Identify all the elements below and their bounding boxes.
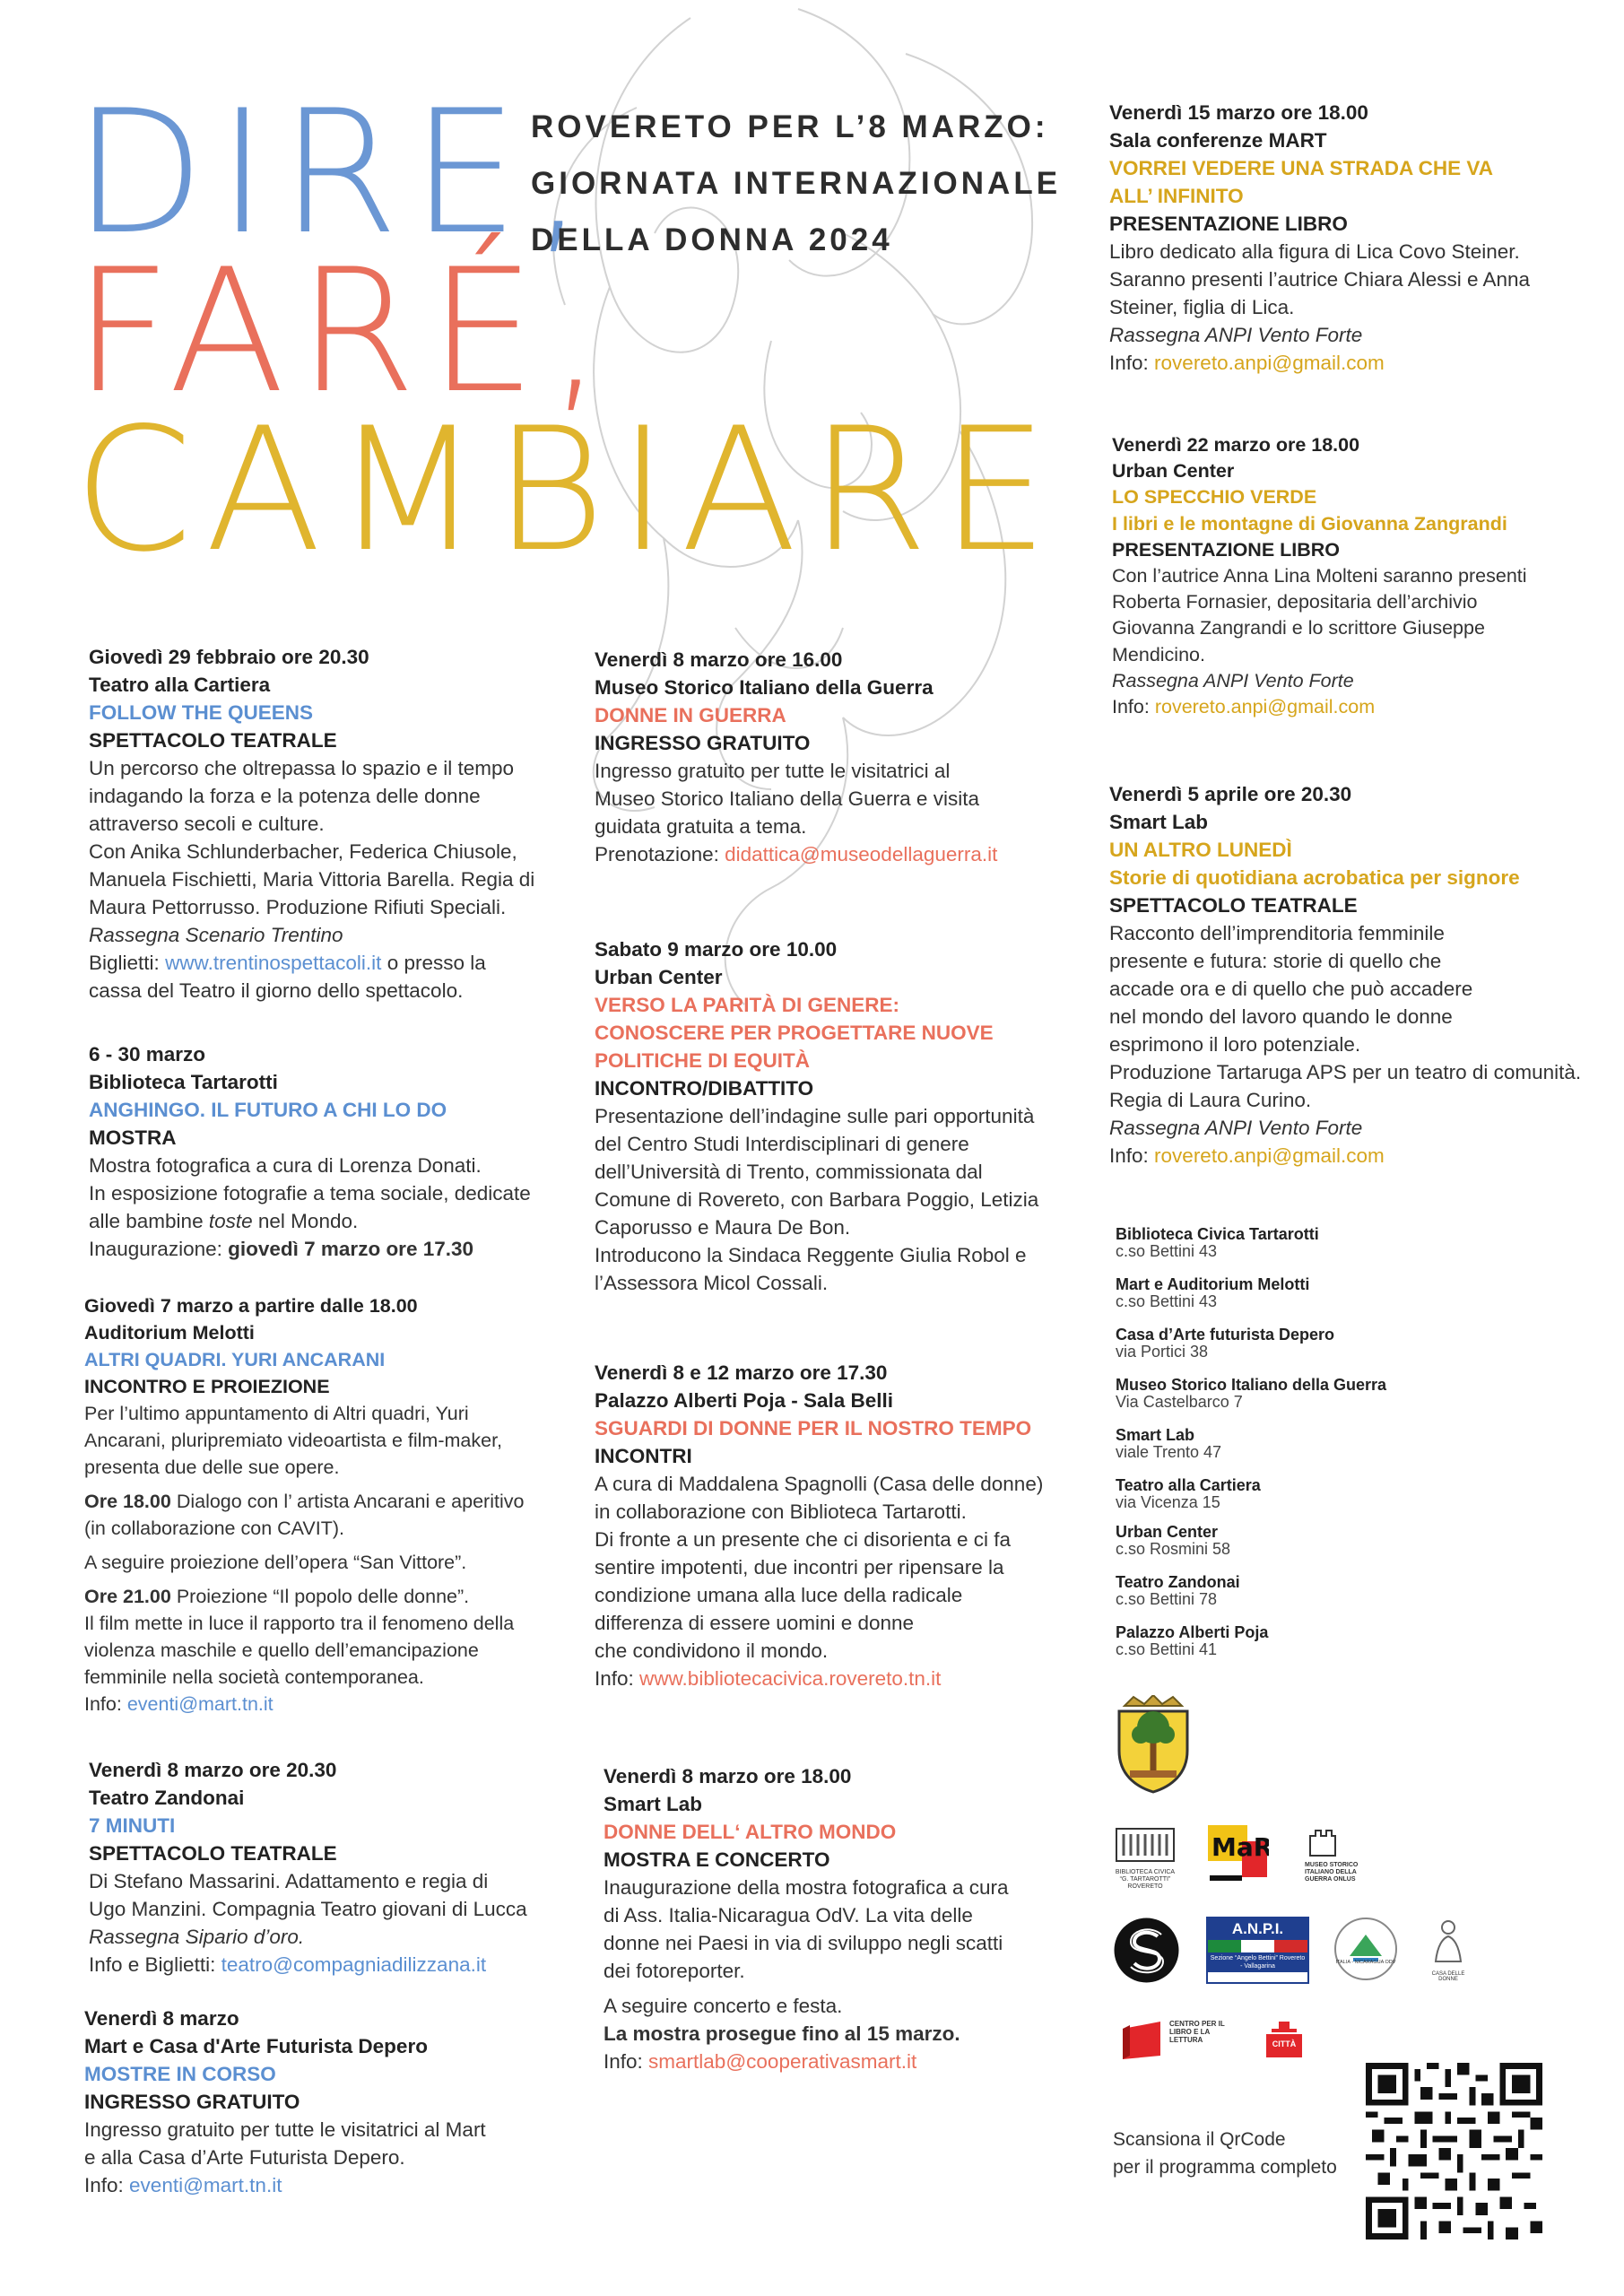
biblioteca-logo [1113,1825,1177,1888]
info-label: Info: [604,2050,643,2073]
smart-lab-logo-icon [1113,1917,1180,1984]
location-name: Palazzo Alberti Poja [1116,1623,1269,1641]
event-rassegna: Rassegna ANPI Vento Forte [1112,669,1354,691]
event-desc: Proiezione “Il popolo delle donne”. [176,1586,470,1607]
event-anghingo [89,1040,531,1263]
title-line-2: FARÉ, [74,232,616,430]
anpi-logo-subtext: Sezione “Angelo Bettini” Rovereto - Vallagarina [1208,1952,1307,1972]
casa-logo-text: CASA DELLE DONNE [1431,1971,1465,1982]
italia-nicaragua-text: ITALIA - NICARAGUA ODV [1335,1960,1396,1965]
location-address: c.so Rosmini 58 [1116,1540,1231,1558]
event-title: UN ALTRO LUNEDÌ [1109,839,1292,861]
event-desc: in collaborazione con Biblioteca Tartarotti. [595,1500,967,1523]
event-desc: Racconto dell’imprenditoria femminile [1109,922,1445,944]
event-desc: Dialogo con l’ artista Ancarani e aperitivo [176,1491,525,1512]
event-subtitle: I libri e le montagne di Giovanna Zangrandi [1112,512,1507,535]
event-desc: A cura di Maddalena Spagnolli (Casa delle donne) [595,1473,1044,1495]
event-title: ANGHINGO. IL FUTURO A CHI LO DO [89,1099,447,1121]
rovereto-coat-of-arms-icon [1112,1695,1194,1794]
location-name: Teatro Zandonai [1116,1573,1240,1591]
event-desc: Introducono la Sindaca Reggente Giulia Robol e [595,1244,1027,1266]
anpi-logo [1206,1917,1309,1984]
citta-logo-text: CITTÀ [1272,2039,1297,2048]
info-label: Info: [84,2174,124,2196]
event-desc: che condividono il mondo. [595,1639,829,1662]
event-venue: Palazzo Alberti Poja - Sala Belli [595,1389,894,1412]
event-desc: Ingresso gratuito per tutte le visitatrici al [595,760,951,782]
event-desc: di Ass. Italia-Nicaragua OdV. La vita delle [604,1904,973,1926]
museo-logo-text: MUSEO STORICO ITALIANO DELLA GUERRA ONLUS [1305,1862,1359,1883]
italia-nicaragua-logo [1333,1917,1398,1981]
event-desc: o presso la [386,952,486,974]
event-desc: condizione umana alla luce della radicale [595,1584,963,1606]
event-date: Venerdì 8 marzo [84,2007,239,2030]
event-title: DONNE DELL‘ ALTRO MONDO [604,1821,897,1843]
event-desc: attraverso secoli e culture. [89,813,325,835]
event-donne-altro-mondo [604,1762,1009,2075]
headline [531,99,1061,268]
location-address: c.so Bettini 78 [1116,1590,1218,1608]
book-icon [1121,2020,1164,2061]
library-icon [1113,1825,1177,1865]
event-type: MOSTRA [89,1126,177,1149]
event-date: Venerdì 8 marzo ore 20.30 [89,1759,337,1781]
event-type: INCONTRO/DIBATTITO [595,1077,814,1100]
title-line-3: CAMBIARE [74,391,1062,589]
anpi-logo-text: A.N.P.I. [1208,1918,1307,1940]
info-label: Info e Biglietti: [89,1953,216,1976]
event-desc: presente e futura: storie di quello che [1109,950,1442,972]
event-desc: esprimono il loro potenziale. [1109,1033,1361,1056]
event-venue: Smart Lab [604,1793,703,1815]
event-desc: La mostra prosegue fino al 15 marzo. [604,2022,960,2045]
event-rassegna: Rassegna ANPI Vento Forte [1109,324,1363,346]
event-desc: Steiner, figlia di Lica. [1109,296,1295,318]
info-label: Info: [595,1667,634,1690]
event-time: Ore 21.00 [84,1586,171,1607]
email-link[interactable]: teatro@compagniadilizzana.it [221,1953,487,1976]
location-name: Urban Center [1116,1523,1219,1541]
event-desc: femminile nella società contemporanea. [84,1666,424,1688]
event-follow-the-queens [89,643,534,1004]
event-desc: Giovanna Zangrandi e lo scrittore Giuseppe [1112,617,1485,639]
italia-nicaragua-icon [1333,1917,1398,1981]
info-label: Info: [84,1693,122,1715]
event-title: 7 MINUTI [89,1814,176,1837]
event-desc: Un percorso che oltrepassa lo spazio e il tempo [89,757,514,779]
event-venue: Teatro Zandonai [89,1787,245,1809]
event-venue: Mart e Casa d'Arte Futurista Depero [84,2035,428,2057]
woman-figure-icon [1423,1917,1473,1967]
event-altri-quadri [84,1292,524,1718]
location-address: c.so Bettini 43 [1116,1242,1218,1260]
event-desc: differenza di essere uomini e donne [595,1612,915,1634]
event-desc: Regia di Laura Curino. [1109,1089,1312,1111]
location-address: c.so Bettini 43 [1116,1292,1218,1310]
event-desc: A seguire proiezione dell’opera “San Vittore”. [84,1552,467,1573]
event-time: Ore 18.00 [84,1491,171,1512]
event-desc: e alla Casa d’Arte Futurista Depero. [84,2146,405,2169]
email-link[interactable]: eventi@mart.tn.it [126,1693,274,1715]
event-type: PRESENTAZIONE LIBRO [1109,213,1348,235]
event-desc: (in collaborazione con CAVIT). [84,1518,344,1539]
event-desc: Con Anika Schlunderbacher, Federica Chiusole, [89,840,517,863]
event-sguardi-di-donne [595,1359,1043,1692]
centro-libro-logo [1121,2020,1229,2063]
mart-logo [1206,1823,1269,1888]
event-desc: Presentazione dell’indagine sulle pari opportunità [595,1105,1035,1127]
event-desc: del Centro Studi Interdisciplinari di genere [595,1133,969,1155]
event-desc: Mendicino. [1112,643,1205,665]
event-desc: Con l’autrice Anna Lina Molteni saranno presenti [1112,565,1527,587]
qr-caption [1113,2126,1337,2181]
casa-delle-donne-logo [1423,1917,1473,1988]
location-address: c.so Bettini 41 [1116,1640,1218,1658]
event-title: MOSTRE IN CORSO [84,2063,276,2085]
event-desc: presenta due delle sue opere. [84,1457,340,1478]
mart-logo-icon [1206,1823,1269,1888]
event-desc: violenza maschile e quello dell’emancipazione [84,1639,479,1661]
event-desc: Museo Storico Italiano della Guerra e visita [595,787,979,810]
location-name: Museo Storico Italiano della Guerra [1116,1376,1387,1394]
event-desc: Roberta Fornasier, depositaria dell’archivio [1112,591,1478,613]
location-item [1116,1226,1319,1260]
event-rassegna: Rassegna Scenario Trentino [89,924,343,946]
event-desc: Saranno presenti l’autrice Chiara Alessi e Anna [1109,268,1531,291]
event-date: Giovedì 29 febbraio ore 20.30 [89,646,369,668]
event-venue: Sala conferenze MART [1109,129,1327,152]
event-type: SPETTACOLO TEATRALE [89,729,337,752]
info-label: Biglietti: [89,952,160,974]
citta-logo [1263,2020,1306,2059]
castle-icon [1305,1825,1341,1857]
location-item [1116,1624,1268,1658]
event-date: Venerdì 8 e 12 marzo ore 17.30 [595,1361,888,1384]
event-date: Giovedì 7 marzo a partire dalle 18.00 [84,1295,418,1317]
headline-line-3: DELLA DONNA 2024 [531,222,893,257]
event-type: INGRESSO GRATUITO [84,2091,300,2113]
event-desc: Produzione Tartaruga APS per un teatro di comunità. [1109,1061,1582,1083]
event-7-minuti [89,1756,527,1979]
biblioteca-logo-text: BIBLIOTECA CIVICA “G. TARTAROTTI” ROVERETO [1115,1869,1176,1890]
centro-logo-text: CENTRO PER IL LIBRO E LA LETTURA [1169,2020,1225,2044]
event-date: Venerdì 8 marzo ore 18.00 [604,1765,852,1787]
event-desc: Mostra fotografica a cura di Lorenza Donati. [89,1154,482,1177]
location-name: Casa d’Arte futurista Depero [1116,1326,1335,1344]
location-item [1116,1427,1221,1461]
event-desc: Il film mette in luce il rapporto tra il fenomeno della [84,1613,515,1634]
event-un-altro-lunedi [1109,780,1581,1170]
event-type: MOSTRA E CONCERTO [604,1848,830,1871]
event-donne-in-guerra [595,646,997,868]
event-date: Venerdì 15 marzo ore 18.00 [1109,101,1368,124]
event-date: Venerdì 22 marzo ore 18.00 [1112,434,1360,456]
location-item [1116,1477,1261,1511]
event-parita-di-genere [595,935,1038,1297]
event-subtitle: Storie di quotidiana acrobatica per signore [1109,866,1520,889]
event-desc: dei fotoreporter. [604,1960,745,1982]
event-type: SPETTACOLO TEATRALE [89,1842,337,1865]
event-venue: Urban Center [595,966,723,988]
location-item [1116,1377,1386,1411]
event-venue: Museo Storico Italiano della Guerra [595,676,934,699]
event-desc: Ingresso gratuito per tutte le visitatrici al Mart [84,2118,486,2141]
email-link[interactable]: rovereto.anpi@gmail.com [1154,696,1376,718]
event-rassegna: Rassegna Sipario d’oro. [89,1926,305,1948]
event-title: CONOSCERE PER PROGETTARE NUOVE [595,1022,994,1044]
location-address: viale Trento 47 [1116,1443,1222,1461]
event-desc: In esposizione fotografie a tema sociale, dedicate [89,1182,531,1205]
location-address: Via Castelbarco 7 [1116,1393,1243,1411]
event-title: LO SPECCHIO VERDE [1112,486,1317,509]
email-link[interactable]: smartlab@cooperativasmart.it [648,2050,917,2073]
event-desc: Comune di Rovereto, con Barbara Poggio, Letizia [595,1188,1039,1211]
event-mostre-in-corso [84,2005,486,2199]
qr-caption-line-1: Scansiona il QrCode [1113,2129,1286,2150]
event-desc: Maura Pettorrusso. Produzione Rifiuti Speciali. [89,896,507,918]
location-name: Smart Lab [1116,1426,1195,1444]
location-item [1116,1326,1334,1361]
event-venue: Urban Center [1112,460,1235,483]
event-date: 6 - 30 marzo [89,1043,206,1065]
event-venue: Auditorium Melotti [84,1322,255,1344]
event-title: DONNE IN GUERRA [595,704,786,726]
email-link[interactable]: didattica@museodellaguerra.it [725,843,998,865]
tickets-link[interactable]: www.trentinospettacoli.it [165,952,382,974]
event-title: ALTRI QUADRI. YURI ANCARANI [84,1349,386,1370]
event-desc: A seguire concerto e festa. [604,1995,843,2017]
event-title: POLITICHE DI EQUITÀ [595,1049,811,1072]
event-desc: indagando la forza e la potenza delle donne [89,785,481,807]
event-venue: Biblioteca Tartarotti [89,1071,278,1093]
event-desc: l’Assessora Micol Cossali. [595,1272,829,1294]
headline-line-2: GIORNATA INTERNAZIONALE [531,166,1062,201]
event-desc: Ugo Manzini. Compagnia Teatro giovani di Lucca [89,1898,527,1920]
event-type: INCONTRI [595,1445,692,1467]
location-item [1116,1524,1230,1558]
event-desc: dell’Università di Trento, commissionata dal [595,1161,983,1183]
event-title: VORREI VEDERE UNA STRADA CHE VA [1109,157,1493,179]
qr-caption-line-2: per il programma completo [1113,2157,1337,2178]
event-desc: accade ora e di quello che può accadere [1109,978,1473,1000]
mart-logo-text: MaR [1211,1832,1269,1862]
info-label: Info: [1112,696,1150,718]
info-label: Info: [1109,1144,1149,1167]
location-address: via Portici 38 [1116,1343,1209,1361]
event-desc: Libro dedicato alla figura di Lica Covo Steiner. [1109,240,1520,263]
event-desc: Manuela Fischietti, Maria Vittoria Barella. Regia di [89,868,535,891]
location-item [1116,1574,1240,1608]
event-type: PRESENTAZIONE LIBRO [1112,538,1341,561]
headline-line-1: ROVERETO PER L’8 MARZO: [531,109,1049,144]
event-vorrei-vedere [1109,99,1530,377]
event-title: ALL’ INFINITO [1109,185,1244,207]
location-name: Teatro alla Cartiera [1116,1476,1261,1494]
location-name: Mart e Auditorium Melotti [1116,1275,1310,1293]
event-date: Sabato 9 marzo ore 10.00 [595,938,838,961]
event-title: FOLLOW THE QUEENS [89,701,313,724]
event-title: VERSO LA PARITÀ DI GENERE: [595,994,900,1016]
event-desc: Di fronte a un presente che ci disorienta e ci fa [595,1528,1012,1551]
inauguration-date: giovedì 7 marzo ore 17.30 [228,1238,474,1260]
event-rassegna: Rassegna ANPI Vento Forte [1109,1117,1363,1139]
event-desc: sentire impotenti, due incontri per ripensare la [595,1556,1004,1578]
inauguration-label: Inaugurazione: [89,1238,222,1260]
event-type: INCONTRO E PROIEZIONE [84,1376,330,1397]
event-type: INGRESSO GRATUITO [595,732,811,754]
event-date: Venerdì 8 marzo ore 16.00 [595,648,843,671]
location-address: via Vicenza 15 [1116,1493,1220,1511]
event-specchio-verde [1112,432,1527,720]
event-type: SPETTACOLO TEATRALE [1109,894,1358,917]
qr-code[interactable] [1366,2063,1542,2239]
title-line-1: DIRE, [74,74,598,272]
event-desc: nel Mondo. [257,1210,359,1232]
event-desc: Inaugurazione della mostra fotografica a cura [604,1876,1009,1899]
email-link[interactable]: rovereto.anpi@gmail.com [1154,352,1385,374]
event-venue: Smart Lab [1109,811,1209,833]
event-desc: nel mondo del lavoro quando le donne [1109,1005,1453,1028]
event-desc: Di Stefano Massarini. Adattamento e regia di [89,1870,489,1892]
event-desc: Ancarani, pluripremiato videoartista e film-maker, [84,1430,503,1451]
location-name: Biblioteca Civica Tartarotti [1116,1225,1319,1243]
website-link[interactable]: www.bibliotecacivica.rovereto.tn.it [639,1667,942,1690]
event-date: Venerdì 5 aprile ore 20.30 [1109,783,1352,805]
info-label: Info: [1109,352,1149,374]
event-desc: Caporusso e Maura De Bon. [595,1216,851,1239]
event-title: SGUARDI DI DONNE PER IL NOSTRO TEMPO [595,1417,1032,1439]
info-label: Prenotazione: [595,843,719,865]
email-link[interactable]: eventi@mart.tn.it [129,2174,282,2196]
event-desc: guidata gratuita a tema. [595,815,807,838]
location-item [1116,1276,1309,1310]
event-desc: cassa del Teatro il giorno dello spettacolo. [89,979,464,1002]
event-venue: Teatro alla Cartiera [89,674,271,696]
event-desc: donne nei Paesi in via di sviluppo negli scatti [604,1932,1003,1954]
museo-guerra-logo [1305,1825,1376,1890]
email-link[interactable]: rovereto.anpi@gmail.com [1154,1144,1385,1167]
event-desc: alle bambine [89,1210,204,1232]
event-desc: toste [208,1210,253,1232]
event-desc: Per l’ultimo appuntamento di Altri quadri, Yuri [84,1403,469,1424]
